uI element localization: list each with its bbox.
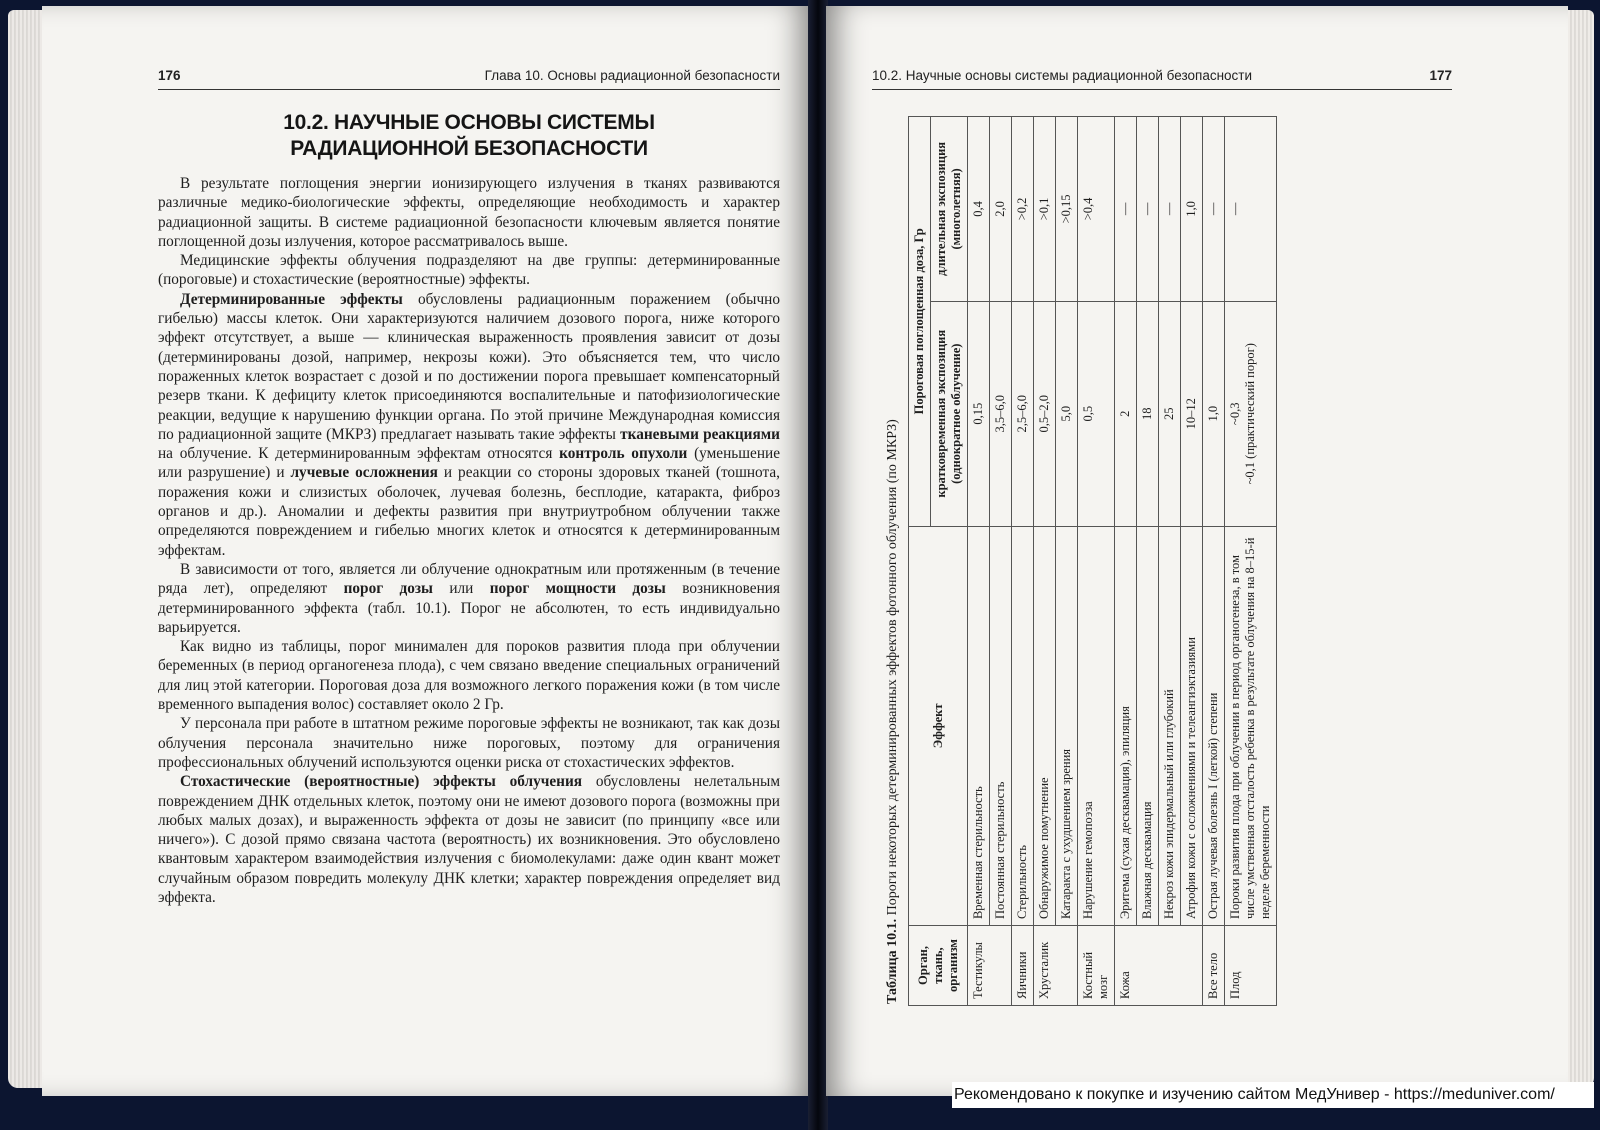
short-dose-cell: 25 [1159,301,1181,526]
left-page-number: 176 [158,68,181,83]
watermark-banner: Рекомендовано к покупке и изучению сайтом МедУнивер - https://meduniver.com/ [952,1082,1594,1108]
effect-cell: Временная стерильность [968,526,990,925]
paragraph-4 [158,560,780,637]
table-caption-label: Таблица 10.1. [885,918,900,1004]
long-dose-cell: — [1137,117,1159,302]
effect-cell: Пороки развития плода при облучении в период органогенеза, в том числе умственная отсталость ребенка в результате облучения на 8–15-й неделе беременности [1225,526,1277,925]
organ-cell: Хрусталик [1034,926,1078,1006]
paragraph-3-text-1: обусловлены радиационным поражением (обычно гибелью) массы клеток. Они характеризуются наличием дозового порога, ниже которого эффект отсутствует, а выше — клиническая выраженность проявления зависит от дозы (детерминированы дозой, например, некрозы кожи). Это объясняется тем, что число пораженных клеток возрастает с дозой и по достижении порога превышает компенсаторный резерв ткани. К дефициту клеток присоединяются воспалительные и патофизиологические реакции, ведущие к нарушению функции органа. По этой причине Международная комиссия по радиационной защите (МКРЗ) предлагает называть такие эффекты [158,290,780,443]
long-dose-cell: >0,15 [1056,117,1078,302]
right-running-head [872,68,1452,90]
long-dose-cell: 1,0 [1181,117,1203,302]
paragraph-7-text-1: обусловлены нелетальным повреждением ДНК отдельных клеток, поэтому они не имеют дозового порога (возможны при любых малых дозах), и выраженность эффекта от дозы не зависит (по принципу «все или ничего»). С дозой прямо связана частота (вероятность) их возникновения. Это обусловлено квантовым характером взаимодействия излучения с биомолекулами: даже один квант может случайным образом повредить молекулу ДНК клетки; характер повреждения определяет вид эффекта. [158,773,780,906]
short-dose-cell: 0,5 [1078,301,1115,526]
term-dose-rate-threshold: порог мощности дозы [489,580,666,598]
effect-cell: Эритема (сухая десквамация), эпиляция [1115,526,1137,925]
paragraph-5: Как видно из таблицы, порог минимален для пороков развития плода при облучении беременных (в период органогенеза плода), с чем связано введение специальных ограничений для лиц этой категории. Пороговая доза для возможного легкого поражения кожи (в том числе временного выпадения волос) составляет около 2 Гр. [158,638,780,714]
short-dose-cell [1225,301,1277,526]
short-dose-cell: 18 [1137,301,1159,526]
effect-cell: Катаракта с ухудшением зрения [1056,526,1078,925]
threshold-table [908,116,1277,1006]
effect-cell: Обнаружимое помутнение [1034,526,1056,925]
left-chapter-title: Глава 10. Основы радиационной безопасности [484,68,780,83]
right-section-title: 10.2. Научные основы системы радиационной безопасности [872,68,1253,83]
long-dose-cell: >0,2 [1012,117,1034,302]
term-dose-threshold: порог дозы [343,580,433,598]
right-page-number: 177 [1429,68,1452,83]
header-short-exposure: кратковременная экспозиция (однократное облучение) [931,301,968,526]
organ-cell: Плод [1225,926,1277,1006]
header-long-exposure: длительная экспозиция (многолетняя) [931,117,968,302]
paragraph-6: У персонала при работе в штатном режиме пороговые эффекты не возникают, так как дозы облучения персонала значительно ниже пороговых, поэтому для ограничения профессиональных облучений используются оценки риска от стохастических эффектов. [158,715,780,771]
short-dose-cell: 10–12 [1181,301,1203,526]
paragraph-3-text-3: (уменьшение или разрушение) и [158,445,780,482]
effect-cell: Острая лучевая болезнь I (легкой) степени [1203,526,1225,925]
left-running-head [158,68,780,90]
short-dose-cell: 2 [1115,301,1137,526]
term-radiation-complications: лучевые осложнения [290,464,438,482]
header-threshold: Пороговая поглощенная доза, Гр [909,117,931,527]
effect-cell: Некроз кожи эпидермальный или глубокий [1159,526,1181,925]
paragraph-4-text-1: В зависимости от того, является ли облучение однократным или протяженным (в течение ряда лет), определяют [158,560,780,598]
effect-cell: Атрофия кожи с осложнениями и телеангиэктазиями [1181,526,1203,925]
section-heading-line1: 10.2. НАУЧНЫЕ ОСНОВЫ СИСТЕМЫ [283,111,655,134]
book-spine [808,0,828,1130]
long-dose-cell: 0,4 [968,117,990,302]
short-dose-cell: 0,15 [968,301,990,526]
long-dose-cell: >0,1 [1034,117,1056,302]
table-row [1012,117,1034,1006]
term-tumor-control: контроль опухоли [559,445,688,463]
paragraph-4-text-3: возникновения детерминированного эффекта (табл. 10.1). Порог не абсолютен, то есть индивидуально варьируется. [158,580,780,636]
table-row [1056,117,1078,1006]
long-dose-cell: 2,0 [990,117,1012,302]
paragraph-4-text-2: или [433,580,490,598]
table-row [1203,117,1225,1006]
organ-cell: Тестикулы [968,926,1012,1006]
section-heading-line2: РАДИАЦИОННОЙ БЕЗОПАСНОСТИ [290,137,648,160]
table-row [968,117,990,1006]
short-dose-cell: 5,0 [1056,301,1078,526]
long-dose-cell: — [1225,117,1277,302]
organ-cell: Все тело [1203,926,1225,1006]
short-dose-cell: 0,5–2,0 [1034,301,1056,526]
table-caption-text: Пороги некоторых детерминированных эффектов фотонного облучения (по МКРЗ) [885,419,900,919]
paragraph-3-text-4: и реакции со стороны здоровых тканей (тошнота, поражения кожи и слизистых оболочек, лучевая болезнь, бесплодие, катаракта, фиброз органов и др.). Аномалии и дефекты развития при внутриутробном облучении также определяются повреждением и гибелью многих клеток и относятся к детерминированным эффектам. [158,464,780,559]
header-effect: Эффект [909,526,968,925]
table-caption [884,106,902,1004]
fetus-short-dose: ~0,3 [1228,402,1242,425]
term-tissue-reactions: тканевыми реакциями [620,425,780,443]
effect-cell: Стерильность [1012,526,1034,925]
paragraph-7 [158,772,780,907]
long-dose-cell: — [1203,117,1225,302]
table-row [1181,117,1203,1006]
organ-cell: Костный мозг [1078,926,1115,1006]
long-dose-cell: — [1115,117,1137,302]
effect-cell: Влажная десквамация [1137,526,1159,925]
table-row [1034,117,1056,1006]
organ-cell: Яичники [1012,926,1034,1006]
paragraph-2: Медицинские эффекты облучения подразделяют на две группы: детерминированные (пороговые) и стохастические (вероятностные) эффекты. [158,252,780,289]
effect-cell: Постоянная стерильность [990,526,1012,925]
short-dose-cell: 3,5–6,0 [990,301,1012,526]
organ-cell: Кожа [1115,926,1203,1006]
effect-cell: Нарушение гемопоэза [1078,526,1115,925]
table-row [1078,117,1115,1006]
fetus-practical-threshold: ~0,1 (практический порог) [1243,343,1257,485]
table-row [1137,117,1159,1006]
short-dose-cell: 2,5–6,0 [1012,301,1034,526]
header-organ: Орган, ткань, организм [909,926,968,1006]
table-row [990,117,1012,1006]
paragraph-1: В результате поглощения энергии ионизирующего излучения в тканях развиваются различные медико-биологические эффекты, определяющие необходимость и характер радиационной защиты. В системе радиационной безопасности ключевым является понятие поглощенной дозы излучения, которое рассматривалось выше. [158,175,780,250]
table-row [1115,117,1137,1006]
term-stochastic: Стохастические (вероятностные) эффекты облучения [180,773,583,791]
paragraph-3 [158,290,780,560]
section-heading [158,110,780,162]
body-text [158,174,780,907]
long-dose-cell: >0,4 [1078,117,1115,302]
table-row [1159,117,1181,1006]
right-page [826,6,1568,1096]
term-deterministic: Детерминированные эффекты [180,290,403,308]
left-page [42,6,810,1096]
short-dose-cell: 1,0 [1203,301,1225,526]
long-dose-cell: — [1159,117,1181,302]
rotated-table-block [884,106,1354,1006]
table-row [1225,117,1277,1006]
paragraph-3-text-2: на облучение. К детерминированным эффектам относятся [158,445,560,463]
